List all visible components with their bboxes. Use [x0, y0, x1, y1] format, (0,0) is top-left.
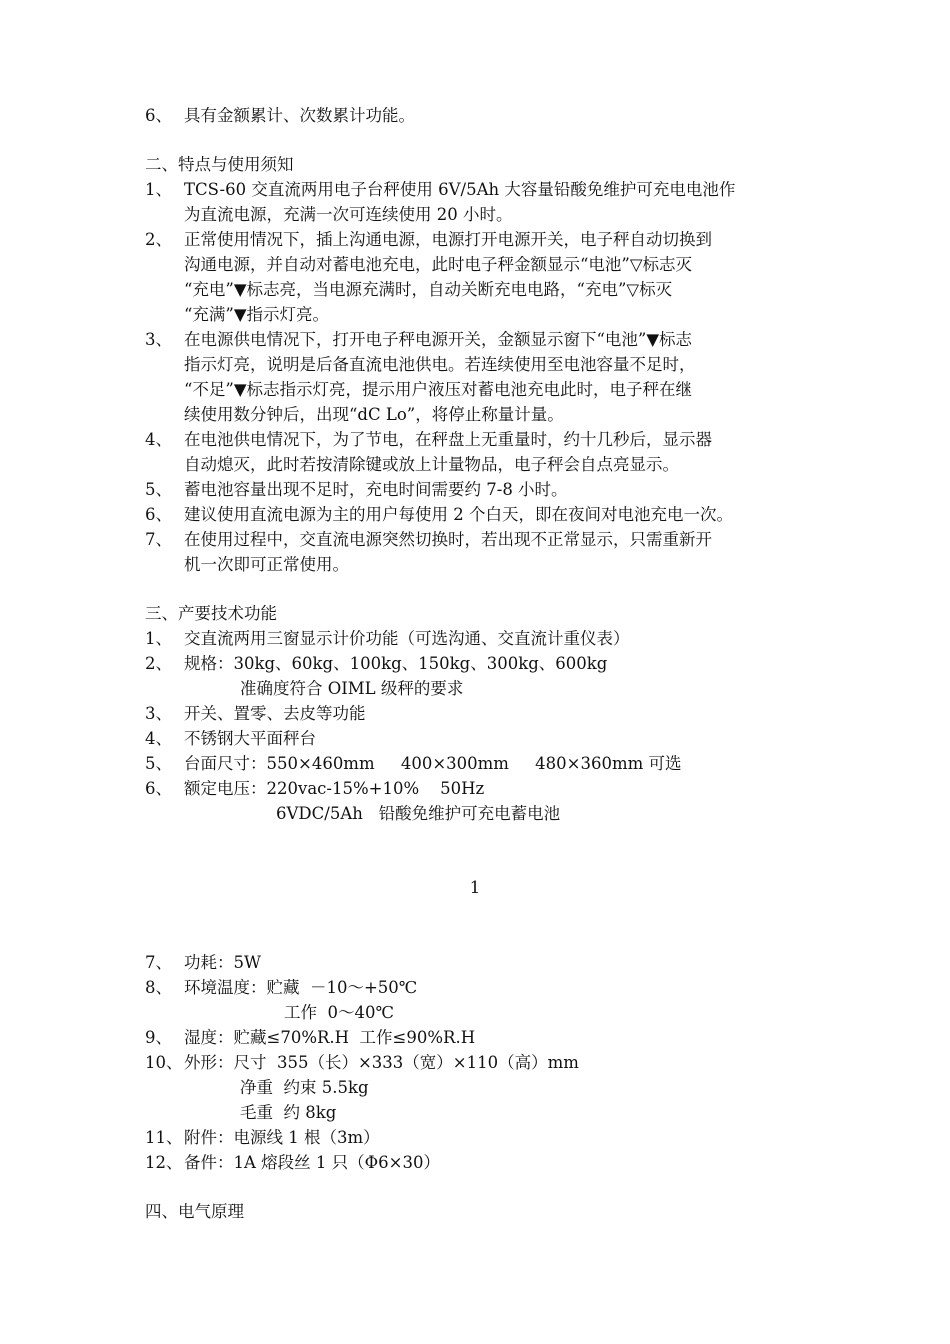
section-heading: 三、产要技术功能 — [145, 604, 277, 623]
list-number: 5、 — [145, 754, 172, 773]
list-number: 12、 — [145, 1153, 183, 1172]
list-item-text: 不锈钢大平面秤台 — [184, 729, 316, 748]
list-item-text: 建议使用直流电源为主的用户每使用 2 个白天，即在夜间对电池充电一次。 — [184, 505, 733, 524]
list-item-text: 湿度：贮藏≤70%R.H 工作≤90%R.H — [184, 1028, 476, 1047]
list-item-text: 沟通电源，并自动对蓄电池充电，此时电子秤金额显示“电池”▽标志灭 — [184, 255, 693, 274]
list-number: 6、 — [145, 505, 172, 524]
list-number: 9、 — [145, 1028, 172, 1047]
list-number: 5、 — [145, 480, 172, 499]
list-number: 7、 — [145, 530, 172, 549]
list-number: 1、 — [145, 629, 172, 648]
list-item-text: TCS-60 交直流两用电子台秤使用 6V/5Ah 大容量铅酸免维护可充电电池作 — [184, 180, 736, 199]
list-item-text: 机一次即可正常使用。 — [184, 555, 349, 574]
list-item-text: 毛重 约 8kg — [240, 1103, 337, 1122]
list-item-text: 在电源供电情况下，打开电子秤电源开关，金额显示窗下“电池”▼标志 — [184, 330, 693, 349]
list-number: 1、 — [145, 180, 172, 199]
list-item-text: “充电”▼标志亮，当电源充满时，自动关断充电电路，“充电”▽标灭 — [184, 280, 673, 299]
list-number: 4、 — [145, 729, 172, 748]
list-item-text: 外形：尺寸 355（长）×333（宽）×110（高）mm — [184, 1053, 579, 1072]
list-item-text: 准确度符合 OIML 级秤的要求 — [240, 679, 464, 698]
list-item-text: 自动熄灭，此时若按清除键或放上计量物品，电子秤会自点亮显示。 — [184, 455, 679, 474]
list-item-text: 备件：1A 熔段丝 1 只（Φ6×30） — [184, 1153, 440, 1172]
list-item-text: 蓄电池容量出现不足时，充电时间需要约 7-8 小时。 — [184, 480, 568, 499]
list-item-text: 在使用过程中，交直流电源突然切换时，若出现不正常显示，只需重新开 — [184, 530, 712, 549]
list-item-text: 交直流两用三窗显示计价功能（可选沟通、交直流计重仪表） — [184, 629, 630, 648]
list-item-text: 续使用数分钟后，出现“dC Lo”，将停止称量计量。 — [184, 405, 564, 424]
list-item-text: 在电池供电情况下，为了节电，在秤盘上无重量时，约十几秒后，显示器 — [184, 430, 712, 449]
list-item-text: 规格：30kg、60kg、100kg、150kg、300kg、600kg — [184, 654, 608, 673]
list-item-text: 为直流电源，充满一次可连续使用 20 小时。 — [184, 205, 513, 224]
list-item-text: 6VDC/5Ah 铅酸免维护可充电蓄电池 — [276, 804, 561, 823]
list-item-text: 额定电压：220vac-15%+10% 50Hz — [184, 779, 485, 798]
list-number: 3、 — [145, 704, 172, 723]
section-heading: 四、电气原理 — [145, 1202, 244, 1221]
list-item-text: 正常使用情况下，插上沟通电源，电源打开电源开关，电子秤自动切换到 — [184, 230, 712, 249]
list-item-text: 工作 0～40℃ — [284, 1003, 394, 1022]
list-number: 2、 — [145, 654, 172, 673]
page-number: 1 — [469, 878, 481, 897]
list-number: 10、 — [145, 1053, 183, 1072]
list-item-text: “充满”▼指示灯亮。 — [184, 305, 330, 324]
list-item-text: 环境温度：贮藏 －10～+50℃ — [184, 978, 418, 997]
list-number: 11、 — [145, 1128, 183, 1147]
list-item-text: 功耗：5W — [184, 953, 261, 972]
list-number: 4、 — [145, 430, 172, 449]
list-number: 6、 — [145, 779, 172, 798]
list-number: 8、 — [145, 978, 172, 997]
list-number: 3、 — [145, 330, 172, 349]
list-item-text: 附件：电源线 1 根（3m） — [184, 1128, 380, 1147]
list-item-text: 具有金额累计、次数累计功能。 — [184, 106, 415, 125]
list-number: 7、 — [145, 953, 172, 972]
list-item-text: 指示灯亮，说明是后备直流电池供电。若连续使用至电池容量不足时， — [184, 355, 696, 374]
list-item-text: “不足”▼标志指示灯亮，提示用户液压对蓄电池充电此时，电子秤在继 — [184, 380, 693, 399]
section-heading: 二、特点与使用须知 — [145, 155, 294, 174]
list-item-text: 台面尺寸：550×460mm 400×300mm 480×360mm 可选 — [184, 754, 682, 773]
list-number: 2、 — [145, 230, 172, 249]
list-item-text: 净重 约束 5.5kg — [240, 1078, 369, 1097]
list-number: 6、 — [145, 106, 172, 125]
list-item-text: 开关、置零、去皮等功能 — [184, 704, 366, 723]
